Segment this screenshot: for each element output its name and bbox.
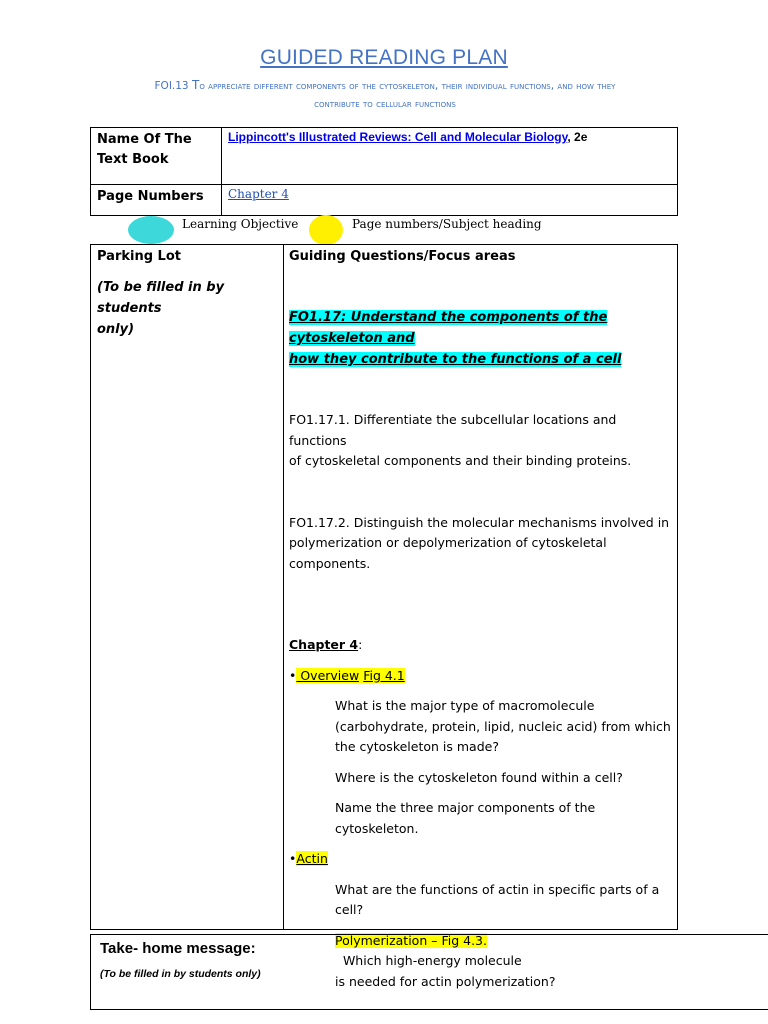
question-macromolecule [289,696,673,758]
polymerization-label: Polymerization – Fig 4.3. [335,932,487,948]
pages-value [222,185,678,216]
textbook-label-line2: Text Book [97,152,169,167]
info-table [90,127,678,216]
overview-bullet: • [289,667,297,683]
q1-line2: (carbohydrate, protein, lipid, nucleic acid) from which [335,718,671,734]
chapter-heading [289,635,673,656]
takehome-title: Take- home message: [100,940,256,957]
objective-fo1 [289,410,673,472]
chapter-heading-text: Chapter 4 [289,637,359,652]
textbook-link[interactable]: Lippincott's Illustrated Reviews: Cell and Molecular Biology [228,130,568,144]
overview-label: Overview [296,667,360,683]
cyan-oval-marker [128,216,174,244]
fo2-line2: polymerization or depolymerization of cytoskeletal [289,535,607,550]
q4-line2: cell? [335,902,364,917]
parking-note-line2: only) [97,322,135,337]
actin-bullet: • [289,851,297,866]
overview-item [289,666,673,687]
actin-label: Actin [296,851,328,866]
legend-page-subject: Page numbers/Subject heading [352,217,542,231]
chapter-colon: : [358,637,363,652]
q3-line1: Name the three major components of the [335,800,596,815]
q3-line2: cytoskeleton. [335,820,419,836]
guiding-questions-header: Guiding Questions/Focus areas [289,249,516,264]
q1-line3: the cytoskeleton is made? [335,739,499,754]
fo1-line2: of cytoskeletal components and their binding proteins. [289,453,632,468]
takehome-note: (To be filled in by students only) [100,968,261,980]
textbook-edition: , 2e [567,130,588,144]
parking-note-line1: (To be filled in by students [97,280,225,316]
page-title: GUIDED READING PLAN [260,46,508,69]
subtitle-code: FOI.13 [154,80,189,92]
takehome-box [90,934,768,1010]
actin-item [289,849,673,870]
parking-lot-note [97,277,277,340]
overview-fig: Fig 4.1 [363,667,405,683]
textbook-value [222,128,678,185]
q5-line2: is needed for actin polymerization? [335,973,556,989]
question-actin-functions [289,880,673,921]
subtitle-line1: o appreciate different components of the cytoskeleton, their individual functions, and how they [199,80,616,92]
chapter-link[interactable]: Chapter 4 [228,187,289,201]
parking-lot-column [97,247,277,340]
textbook-label [91,128,222,185]
fo2-line1: FO1.17.2. Distinguish the molecular mechanisms involved in [289,514,670,530]
objective-line2: how they contribute to the functions of a cell [289,352,622,367]
fo1-line1: FO1.17.1. Differentiate the subcellular locations and functions [289,412,617,448]
legend [0,214,768,244]
subtitle-line2: contribute to cellular functions [314,98,456,110]
pages-label: Page Numbers [91,185,222,216]
objective-fo2 [289,513,673,575]
legend-learning-objective: Learning Objective [182,217,299,231]
objective-line1: FO1.17: Understand the components of the cytoskeleton and [289,310,608,346]
question-location: Where is the cytoskeleton found within a cell? [335,769,623,785]
subtitle-first-letter: T [191,78,200,92]
guiding-questions-column [289,247,673,992]
fo2-line3: components. [289,555,371,571]
learning-objective-main [289,307,673,370]
question-components [289,798,673,839]
q4-line1: What are the functions of actin in specific parts of a [335,881,660,897]
column-divider [283,245,284,929]
yellow-oval-marker [309,215,343,245]
q5-line1: Which high-energy molecule [335,953,522,968]
textbook-label-line1: Name Of The [97,132,192,147]
parking-lot-header: Parking Lot [97,249,181,264]
page-subtitle [90,76,680,113]
q1-line1: What is the major type of macromolecule [335,698,595,713]
